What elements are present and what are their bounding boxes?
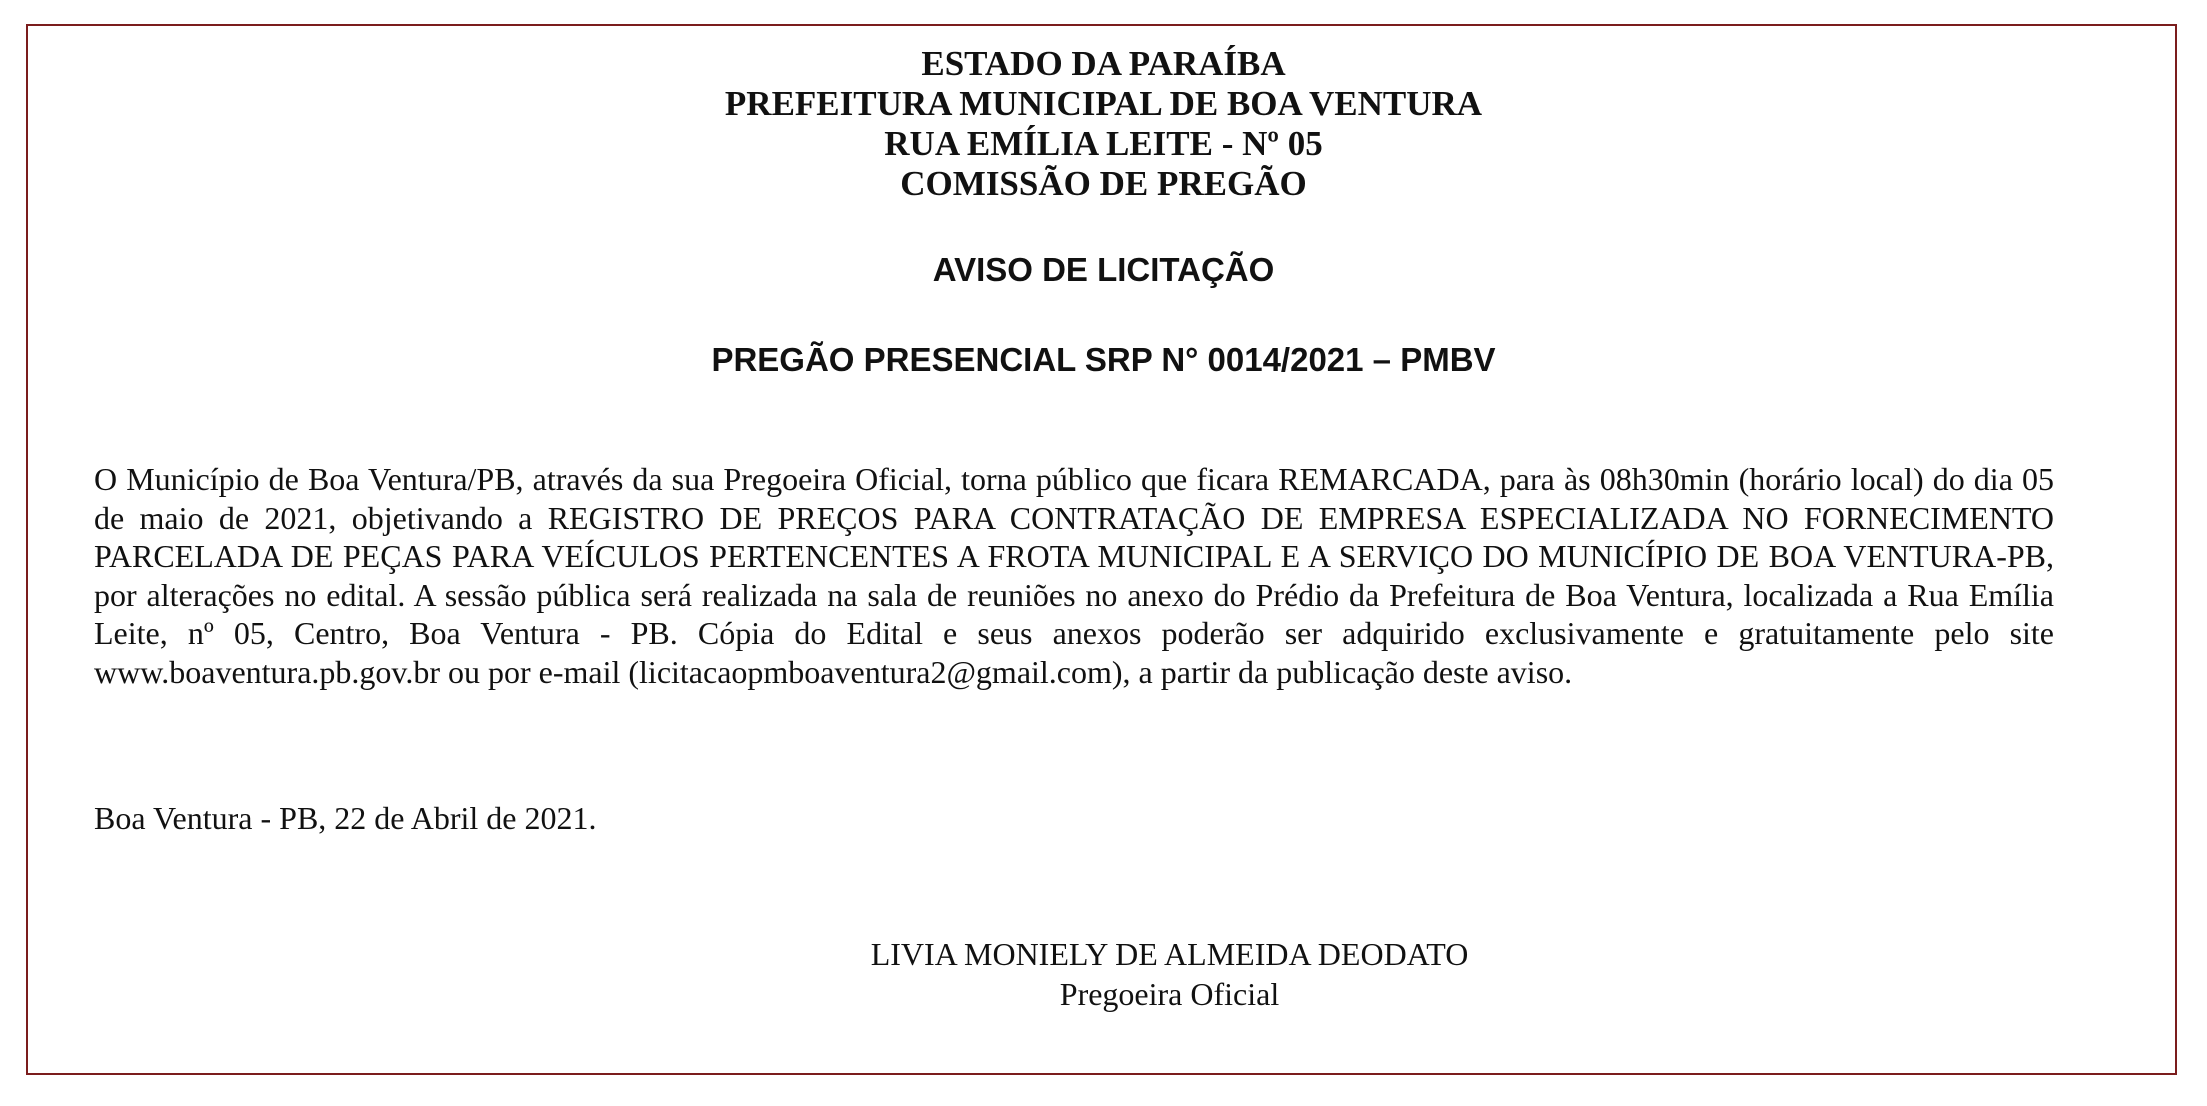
notice-number: PREGÃO PRESENCIAL SRP N° 0014/2021 – PMBV bbox=[711, 341, 1496, 378]
header-address: RUA EMÍLIA LEITE - Nº 05 bbox=[884, 124, 1323, 163]
signatory-role: Pregoeira Oficial bbox=[1059, 976, 1280, 1012]
document-header bbox=[0, 44, 2207, 204]
signatory-name: LIVIA MONIELY DE ALMEIDA DEODATO bbox=[870, 936, 1469, 972]
signature-block bbox=[0, 934, 2207, 1014]
notice-title: AVISO DE LICITAÇÃO bbox=[932, 251, 1275, 288]
header-state: ESTADO DA PARAÍBA bbox=[921, 44, 1286, 83]
notice-body-paragraph: O Município de Boa Ventura/PB, através da sua Pregoeira Oficial, torna público que ficara REMARCADA, para às 08h30min (horário local) do dia 05 de maio de 2021, objetivando a REGISTRO DE PREÇOS PARA CONTRATAÇÃO DE EMPRESA ESPECIALIZADA NO FORNECIMENTO PARCELADA DE PEÇAS PARA VEÍCULOS PERTENCENTES A FROTA MUNICIPAL E A SERVIÇO DO MUNICÍPIO DE BOA VENTURA-PB, por alterações no edital. A sessão pública será realizada na sala de reuniões no anexo do Prédio da Prefeitura de Boa Ventura, localizada a Rua Emília Leite, nº 05, Centro, Boa Ventura - PB. Cópia do Edital e seus anexos poderão ser adquirido exclusivamente e gratuitamente pelo site www.boaventura.pb.gov.br ou por e-mail (licitacaopmboaventura2@gmail.com), a partir da publicação deste aviso. bbox=[94, 461, 2054, 690]
header-commission: COMISSÃO DE PREGÃO bbox=[900, 164, 1307, 203]
place-and-date: Boa Ventura - PB, 22 de Abril de 2021. bbox=[94, 800, 597, 836]
header-city-hall: PREFEITURA MUNICIPAL DE BOA VENTURA bbox=[724, 84, 1483, 123]
